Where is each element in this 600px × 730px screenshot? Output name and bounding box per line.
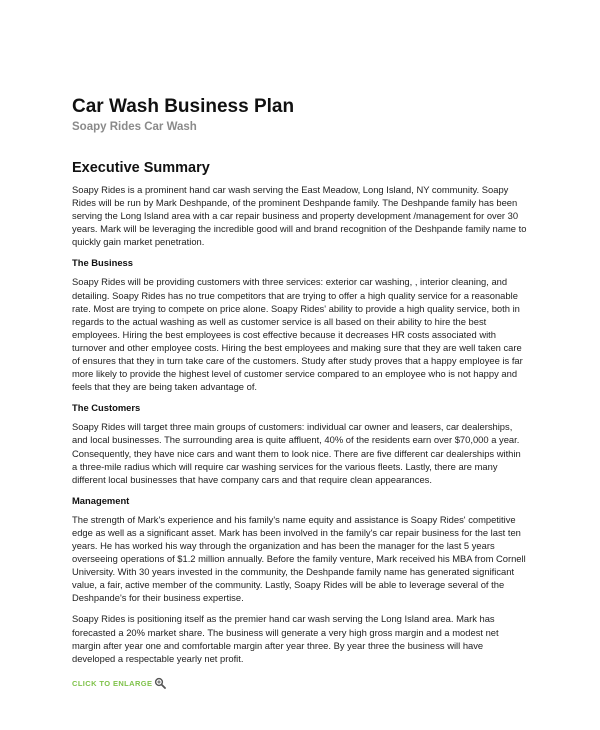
management-paragraph: The strength of Mark's experience and his family's name equity and assistance is Soapy Rides' competitive edge as well as a significant asset. Mark has been involved in the family's car repair business for the last ten years. He has worked his way through the organization and has been the manager for the last 5 years overseeing operations of $1.2 million annually. Before the family venture, Mark received his MBA from Cornell University. With 30 years invested in the community, the Deshpande family name has generated significant value, a fair, active member of the community. Lastly, Soapy Rides will be able to leverage several of the Deshpande's for their business expertise. (72, 513, 526, 604)
enlarge-label: CLICK TO ENLARGE (72, 678, 153, 688)
intro-paragraph: Soapy Rides is a prominent hand car wash serving the East Meadow, Long Island, NY community. Soapy Rides will be run by Mark Deshpande, of the prominent Deshpande family. The Deshpande family has been serving the Long Island area with a car repair business and property development /management for over 30 years. Mark will be leveraging the incredible good will and brand recognition of the Deshpande family name to quickly gain market penetration. (72, 184, 527, 248)
customers-heading: The Customers (72, 402, 141, 414)
click-to-enlarge-link[interactable] (72, 677, 166, 689)
magnifier-icon (154, 677, 166, 689)
section-title-executive-summary: Executive Summary (72, 160, 210, 176)
document-subtitle: Soapy Rides Car Wash (72, 121, 197, 133)
closing-paragraph: Soapy Rides is positioning itself as the premier hand car wash serving the Long Island area. Mark has forecasted a 20% market share. The business will generate a very high gross margin and a modest net margin after year one and comfortable margin after year three. By year three the business will have developed a respectable yearly net profit. (72, 613, 499, 664)
customers-paragraph: Soapy Rides will target three main groups of customers: individual car owner and leasers, car dealerships, and local businesses. The surrounding area is quite affluent, 40% of the residents earn over $70,000 a year. Consequently, they have nice cars and want them to look nice. There are five different car dealerships within a three-mile radius which will require car washing services for the various fleets. Lastly, there are many different local businesses that have company cars and that require clean appearances. (72, 421, 521, 485)
business-paragraph: Soapy Rides will be providing customers with three services: exterior car washing, , interior cleaning, and detailing. Soapy Rides has no true competitors that are trying to offer a high quality service for a reasonable rate. Most are trying to compete on price alone. Soapy Rides' ability to provide a high quality service, both in regards to the actual washing as well as customer service is all based on their ability to hire the best employees. Hiring the best employees is cost effective because it decreases HR costs associated with turnover and other employee costs. Hiring the best employees and making sure that they are well taken care of ensures that they in turn take care of the customers. Study after study proves that a happy employee is far more likely to provide the highest level of customer service compared to an employee who is not happy and feels that they are being taken advantage of. (72, 276, 523, 393)
business-heading: The Business (72, 257, 133, 269)
document-title: Car Wash Business Plan (72, 96, 295, 117)
management-heading: Management (72, 494, 130, 506)
